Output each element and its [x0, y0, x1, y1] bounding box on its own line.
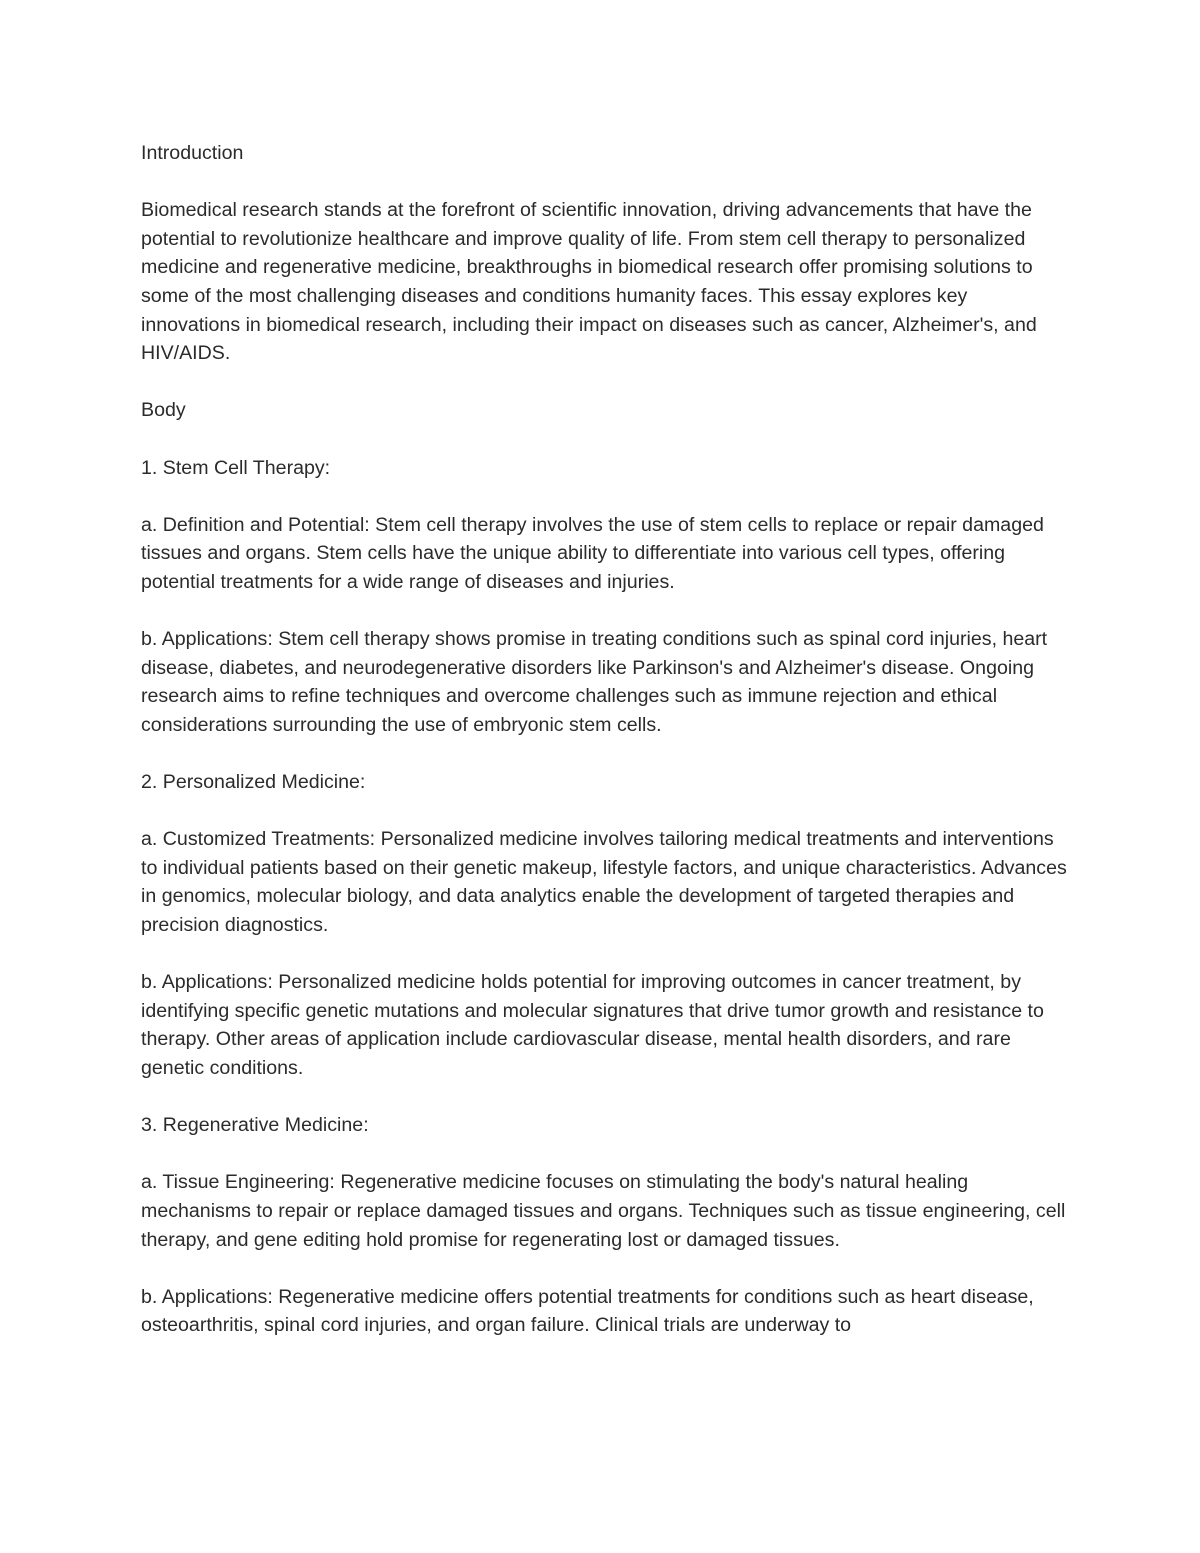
body-heading: Body — [141, 399, 186, 422]
personalized-medicine-treatments: a. Customized Treatments: Personalized medicine involves tailoring medical treatments and interventions to individual patients based on their genetic makeup, lifestyle factors, and unique characteristics. Advances in genomics, molecular biology, and data analytics enable the development of targeted therapies and precision diagnostics. — [141, 828, 1067, 937]
section-heading-regenerative-medicine: 3. Regenerative Medicine: — [141, 1114, 369, 1137]
stem-cell-applications: b. Applications: Stem cell therapy shows promise in treating conditions such as spinal cord injuries, heart disease, diabetes, and neurodegenerative disorders like Parkinson's and Alzheimer's disease. Ongoing research aims to refine techniques and overcome challenges such as immune rejection and ethical considerations surrounding the use of embryonic stem cells. — [141, 628, 1048, 736]
section-heading-personalized-medicine: 2. Personalized Medicine: — [141, 771, 366, 794]
regenerative-medicine-applications: b. Applications: Regenerative medicine offers potential treatments for conditions such as heart disease, osteoarthritis, spinal cord injuries, and organ failure. Clinical trials are underway to — [141, 1285, 1034, 1337]
intro-heading: Introduction — [141, 142, 244, 164]
section-heading-stem-cell: 1. Stem Cell Therapy: — [141, 456, 331, 479]
regenerative-medicine-tissue-engineering: a. Tissue Engineering: Regenerative medicine focuses on stimulating the body's natural healing mechanisms to repair or replace damaged tissues and organs. Techniques such as tissue engineering, cell therapy, and gene editing hold promise for regenerating lost or damaged tissues. — [141, 1171, 1066, 1251]
personalized-medicine-applications: b. Applications: Personalized medicine holds potential for improving outcomes in cancer treatment, by identifying specific genetic mutations and molecular signatures that drive tumor growth and resistance to therapy. Other areas of application include cardiovascular disease, mental health disorders, and rare genetic conditions. — [141, 971, 1044, 1079]
intro-paragraph: Biomedical research stands at the forefront of scientific innovation, driving advancements that have the potential to revolutionize healthcare and improve quality of life. From stem cell therapy to personalized medicine and regenerative medicine, breakthroughs in biomedical research offer promising solutions to some of the most challenging diseases and conditions humanity faces. This essay explores key innovations in biomedical research, including their impact on diseases such as cancer, Alzheimer's, and HIV/AIDS. — [141, 199, 1037, 365]
stem-cell-definition: a. Definition and Potential: Stem cell therapy involves the use of stem cells to replace or repair damaged tissues and organs. Stem cells have the unique ability to differentiate into various cell types, offering potential treatments for a wide range of diseases and injuries. — [141, 513, 1044, 593]
document-body — [141, 139, 1071, 1340]
